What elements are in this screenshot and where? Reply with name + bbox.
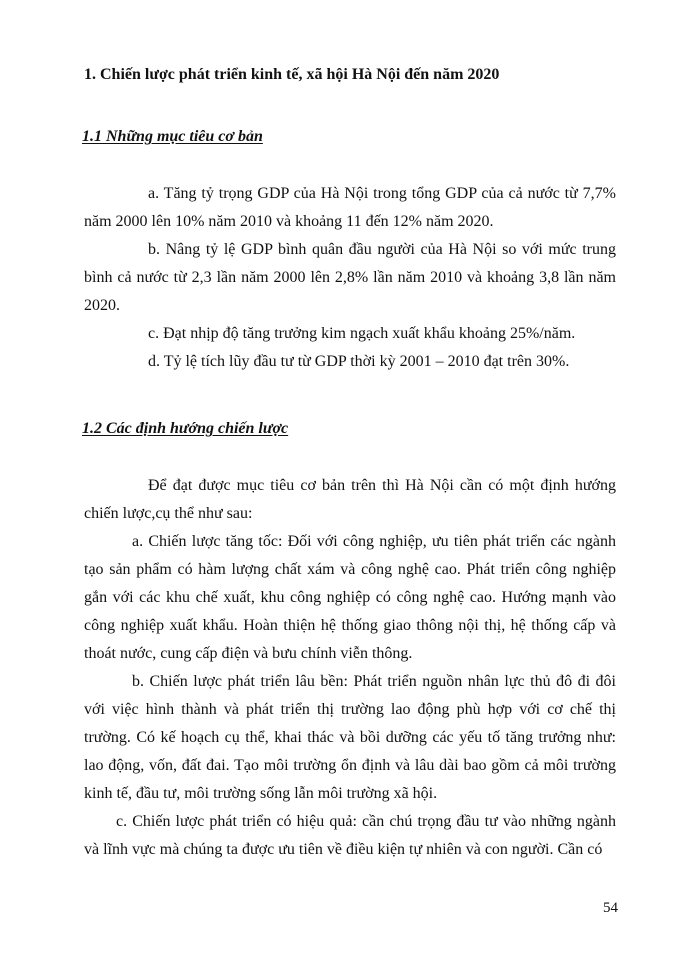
paragraph-1-2-b: b. Chiến lược phát triển lâu bền: Phát triển nguồn nhân lực thủ đô đi đôi với việc hình thành và phát triển thị trường lao động phù hợp với cơ chế thị trường. Có kế hoạch cụ thể, khai thác và bồi dưỡng các yếu tố tăng trưởng như: lao động, vốn, đất đai. Tạo môi trường ổn định và lâu dài bao gồm cả môi trường kinh tế, đầu tư, môi trường sống lẫn môi trường xã hội. (84, 673, 616, 802)
section-heading-1-1: 1.1 Những mục tiêu cơ bản (82, 128, 263, 145)
paragraph-1-1-c: c. Đạt nhịp độ tăng trưởng kim ngạch xuất khẩu khoảng 25%/năm. (148, 325, 576, 342)
paragraph-1-1-a: a. Tăng tỷ trọng GDP của Hà Nội trong tổng GDP của cả nước từ 7,7% năm 2000 lên 10% năm 2010 và khoảng 11 đến 12% năm 2020. (84, 185, 616, 230)
paragraph-1-2-c: c. Chiến lược phát triển có hiệu quả: cần chú trọng đầu tư vào những ngành và lĩnh vực mà chúng ta được ưu tiên về điều kiện tự nhiên và con người. Cần có (84, 813, 616, 858)
paragraph-1-2-intro: Để đạt được mục tiêu cơ bản trên thì Hà Nội cần có một định hướng chiến lược,cụ thể như sau: (84, 477, 616, 522)
page-number: 54 (603, 900, 618, 916)
paragraph-1-1-b: b. Nâng tỷ lệ GDP bình quân đầu người của Hà Nội so với mức trung bình cả nước từ 2,3 lần năm 2000 lên 2,8% lần năm 2010 và khoảng 3,8 lần năm 2020. (84, 241, 616, 314)
paragraph-1-2-a: a. Chiến lược tăng tốc: Đối với công nghiệp, ưu tiên phát triển các ngành tạo sản phẩm có hàm lượng chất xám và công nghệ cao. Phát triển công nghiệp gắn với các khu chế xuất, khu công nghiệp có công nghệ cao. Hướng mạnh vào công nghiệp xuất khẩu. Hoàn thiện hệ thống giao thông nội thị, hệ thống cấp và thoát nước, cung cấp điện và bưu chính viễn thông. (84, 533, 616, 662)
section-heading-1-2: 1.2 Các định hướng chiến lược (82, 420, 289, 437)
page-title: 1. Chiến lược phát triển kinh tế, xã hội Hà Nội đến năm 2020 (84, 66, 500, 83)
paragraph-1-1-d: d. Tỷ lệ tích lũy đầu tư từ GDP thời kỳ 2001 – 2010 đạt trên 30%. (148, 353, 570, 370)
